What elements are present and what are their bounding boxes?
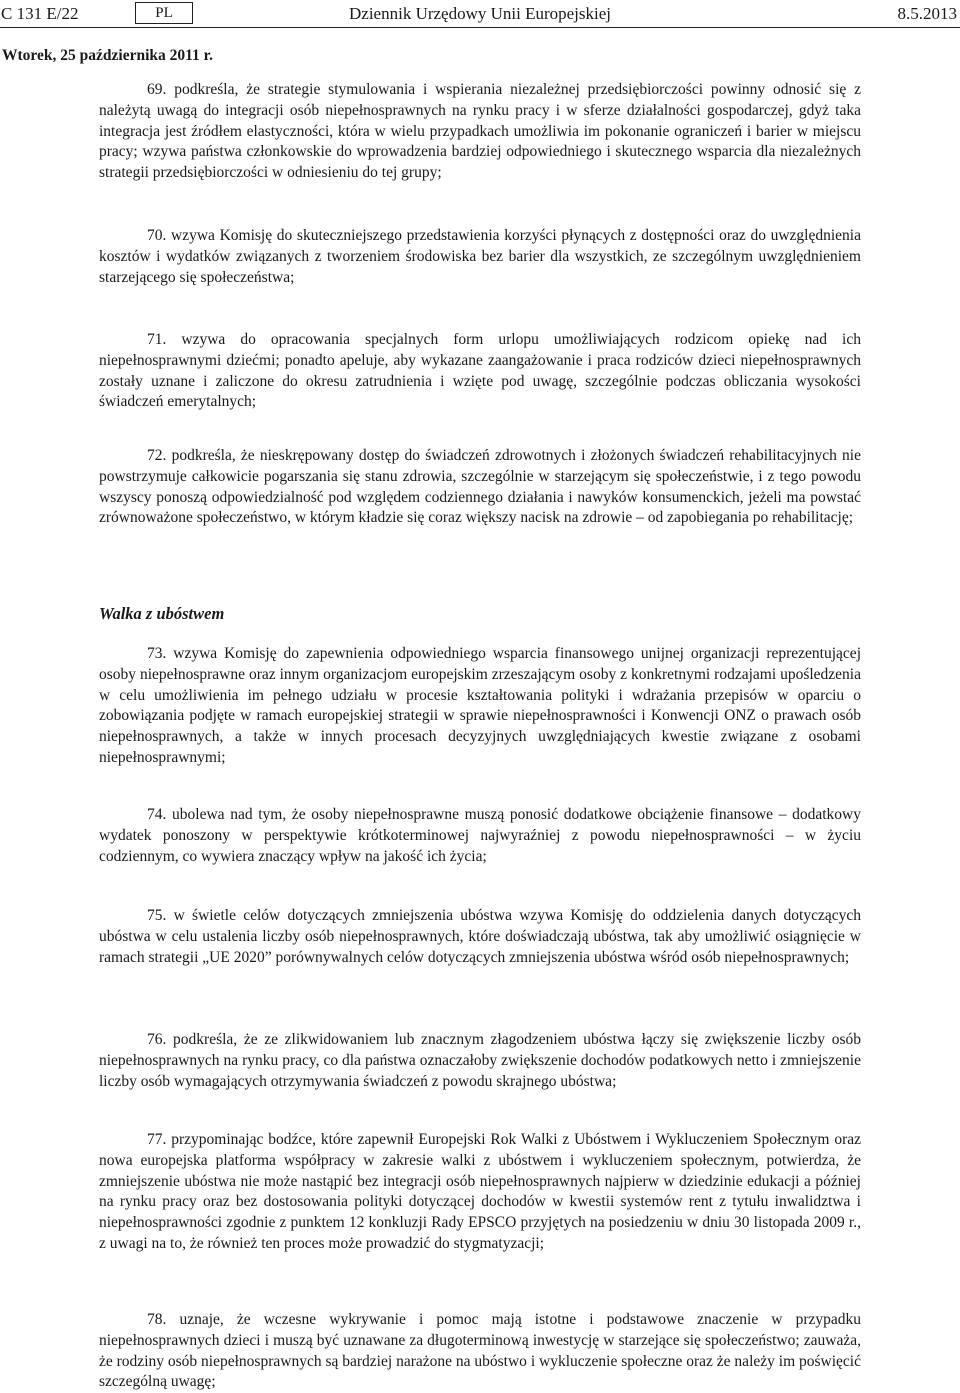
publication-date: 8.5.2013 (897, 4, 957, 23)
paragraph-76: 76. podkreśla, że ze zlikwidowaniem lub znacznym złagodzeniem ubóstwa łączy się zwiększenie liczby osób niepełnosprawnych na rynku pracy, co dla państwa oznaczałoby zwiększenie dochodów podatkowych netto i zmniejszenie liczby osób wymagających otrzymywania świadczeń z powodu skrajnego ubóstwa; (99, 1031, 861, 1090)
paragraph-69: 69. podkreśla, że strategie stymulowania i wspierania niezależnej przedsiębiorczości powinny odnosić się z należytą uwagą do integracji osób niepełnosprawnych na rynku pracy i w sferze działalności gospodarczej, gdyż taka integracja jest źródłem elastyczności, która w wielu przypadkach umożliwia im pokonanie ograniczeń i barier w miejscu pracy; wzywa państwa członkowskie do wprowadzenia bardziej odpowiedniego i skutecznego wsparcia dla niezależnych strategii przedsiębiorczości w odniesieniu do tej grupy; (99, 81, 861, 182)
language-badge: PL (135, 2, 193, 24)
paragraph-78: 78. uznaje, że wczesne wykrywanie i pomoc mają istotne i podstawowe znaczenie w przypadku niepełnosprawnych dzieci i muszą być uznawane za długoterminową inwestycję w starzejące się społeczeństwo; zauważa, że rodziny osób niepełnosprawnych są bardziej narażone na ubóstwo i wykluczenie społeczne oraz że należy im poświęcić szczególną uwagę; (99, 1311, 861, 1391)
session-dateline: Wtorek, 25 października 2011 r. (2, 47, 213, 64)
paragraph-71: 71. wzywa do opracowania specjalnych form urlopu umożliwiających rodzicom opiekę nad ich niepełnosprawnymi dziećmi; ponadto apeluje, aby wykazane zaangażowanie i praca rodziców dzieci niepełnosprawnych zostały uznane i zaliczone do okresu zatrudnienia i wzięte pod uwagę, szczególnie podczas obliczania wysokości świadczeń emerytalnych; (99, 331, 861, 411)
header-divider (0, 27, 960, 28)
paragraph-77: 77. przypominając bodźce, które zapewnił Europejski Rok Walki z Ubóstwem i Wykluczeniem Społecznym oraz nowa europejska platforma współpracy w zakresie walki z ubóstwem i wykluczeniem społecznym, potwierdza, że zmniejszenie ubóstwa nie może nastąpić bez integracji osób niepełnosprawnych najpierw w dziedzinie edukacji a później na rynku pracy oraz bez dostosowania polityki dotyczącej dochodów w kwestii systemów rent z tytułu inwalidztwa i niepełnosprawności zgodnie z punktem 12 konkluzji Rady EPSCO przyjętych na posiedzeniu w dniu 30 listopada 2009 r., z uwagi na to, że również ten proces może prowadzić do stygmatyzacji; (99, 1131, 861, 1252)
paragraph-73: 73. wzywa Komisję do zapewnienia odpowiedniego wsparcia finansowego unijnej organizacji reprezentującej osoby niepełnosprawne oraz innym organizacjom europejskim zrzeszającym osoby z konkretnymi rodzajami upośledzenia w celu umożliwienia im pełnego udziału w procesie kształtowania polityki i wdrażania przepisów w oparciu o zobowiązania podjęte w ramach europejskiej strategii w sprawie niepełnosprawności i Konwencji ONZ o prawach osób niepełnosprawnych, a także w innych procesach decyzyjnych uwzględniających kwestie związane z osobami niepełnosprawnymi; (99, 645, 861, 766)
page-header (0, 2, 960, 28)
section-heading: Walka z ubóstwem (99, 604, 225, 623)
paragraph-70: 70. wzywa Komisję do skuteczniejszego przedstawienia korzyści płynących z dostępności oraz do uwzględnienia kosztów i wydatków związanych z tworzeniem środowiska bez barier dla wszystkich, ze szczególnym uwzględnieniem starzejącego się społeczeństwa; (99, 227, 861, 286)
paragraph-74: 74. ubolewa nad tym, że osoby niepełnosprawne muszą ponosić dodatkowe obciążenie finansowe – dodatkowy wydatek ponoszony w perspektywie krótkoterminowej najwyraźniej z powodu niepełnosprawności – w życiu codziennym, co wywiera znaczący wpływ na jakość ich życia; (99, 806, 861, 865)
paragraph-72: 72. podkreśla, że nieskrępowany dostęp do świadczeń zdrowotnych i złożonych świadczeń rehabilitacyjnych nie powstrzymuje całkowicie pogarszania się stanu zdrowia, szczególnie w starzejącym się społeczeństwie, i z tego powodu wszyscy ponoszą odpowiedzialność pod względem codziennego działania i nawyków konsumenckich, jeżeli ma powstać zrównoważone społeczeństwo, w którym kładzie się coraz większy nacisk na zdrowie – od zapobiegania po rehabilitację; (99, 447, 861, 527)
page-reference: C 131 E/22 (1, 4, 79, 23)
journal-title: Dziennik Urzędowy Unii Europejskiej (349, 4, 612, 23)
paragraph-75: 75. w świetle celów dotyczących zmniejszenia ubóstwa wzywa Komisję do oddzielenia danych dotyczących ubóstwa w celu ustalenia liczby osób niepełnosprawnych, które doświadczają ubóstwa, tak aby umożliwić osiągnięcie w ramach strategii „UE 2020” porównywalnych celów dotyczących zmniejszenia ubóstwa wśród osób niepełnosprawnych; (99, 907, 861, 966)
